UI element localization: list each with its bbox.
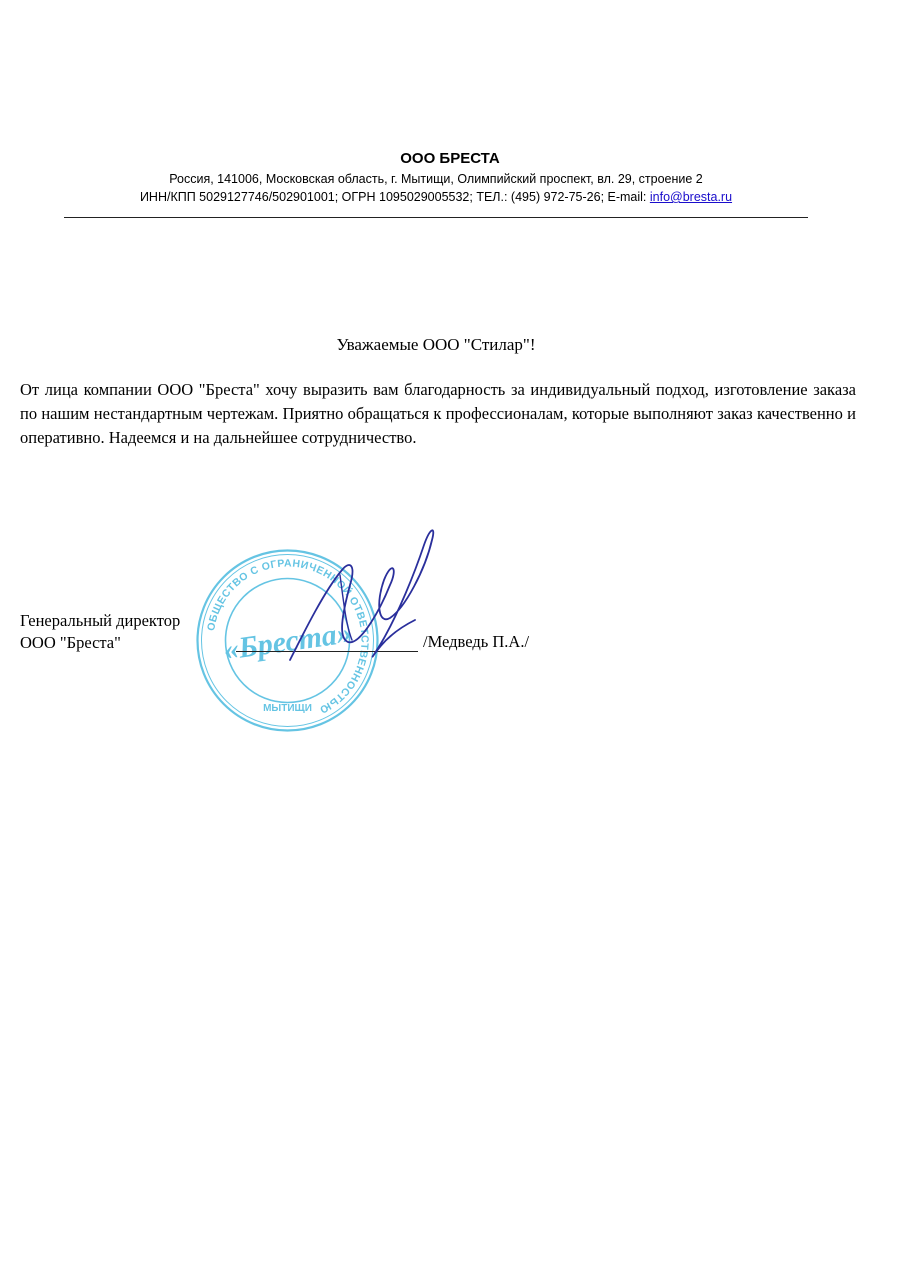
position-line-1: Генеральный директор (20, 611, 181, 630)
signature-scribble (280, 520, 445, 670)
stamp-center-text: «Бреста» (221, 616, 354, 667)
company-name: ООО БРЕСТА (400, 150, 500, 167)
company-requisites (0, 190, 872, 204)
position-line-2: ООО "Бреста" (20, 633, 121, 652)
signer-name: /Медведь П.А./ (423, 632, 530, 651)
letter-body: От лица компании ООО "Бреста" хочу выразить вам благодарность за индивидуальный подход, изготовление заказа по нашим нестандартным чертежам. Приятно обращаться к профессионалам, которые выполняют заказ качественно и оперативно. Надеемся и на дальнейшее сотрудничество. (20, 380, 856, 447)
email-link[interactable]: info@bresta.ru (649, 190, 733, 204)
header-divider (64, 217, 808, 218)
stamp-city: МЫТИЩИ (263, 703, 312, 714)
stamp-ring-text: ОБЩЕСТВО С ОГРАНИЧЕННОЙ ОТВЕТСТВЕННОСТЬЮ (205, 557, 371, 716)
requisites-text: ИНН/КПП 5029127746/502901001; ОГРН 1095029005532; ТЕЛ.: (495) 972-75-26; E-mail: (139, 190, 650, 204)
salutation: Уважаемые ООО "Стилар"! (336, 335, 536, 354)
company-address: Россия, 141006, Московская область, г. Мытищи, Олимпийский проспект, вл. 29, строение 2 (169, 172, 703, 186)
signer-position (20, 610, 180, 654)
